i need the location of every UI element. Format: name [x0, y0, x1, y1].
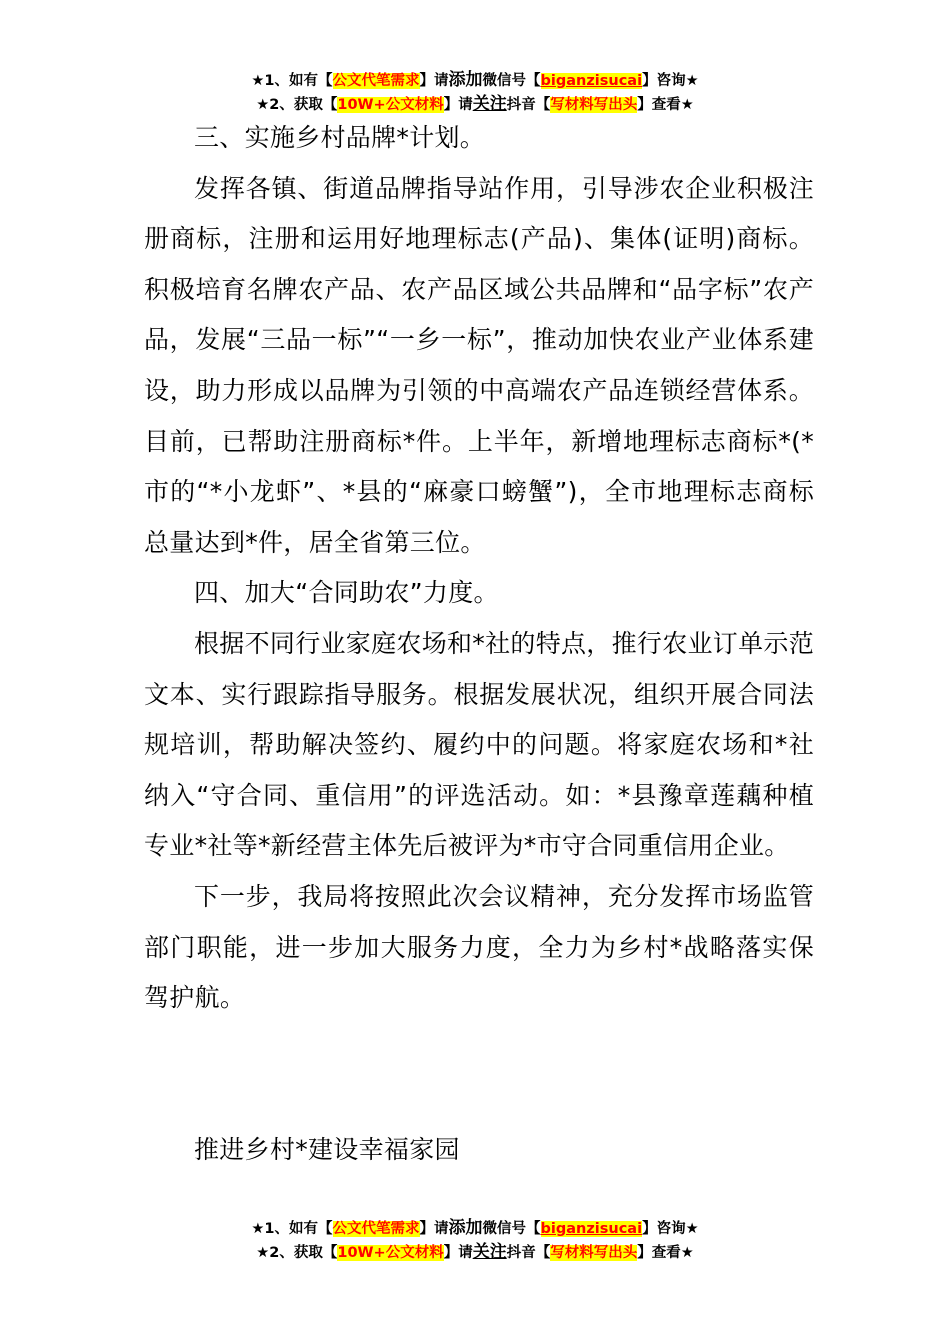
blank-space [144, 1024, 814, 1125]
paragraph: 发挥各镇、街道品牌指导站作用，引导涉农企业积极注册商标，注册和运用好地理标志(产品)、集体(证明)商标。积极培育名牌农产品、农产品区域公共品牌和“品字标”农产品，发展“三品一标”“一乡一标”，推动加快农业产业体系建设，助力形成以品牌为引领的中高端农产品连锁经营体系。目前，已帮助注册商标*件。上半年，新增地理标志商标*(*市的“*小龙虾”、*县的“麻豪口螃蟹”)，全市地理标志商标总量达到*件，居全省第三位。 [144, 173, 814, 557]
banner-line-2: ★2、获取【10W+公文材料】请关注抖音【写材料写出头】查看★ [256, 1242, 694, 1262]
paragraph: 根据不同行业家庭农场和*社的特点，推行农业订单示范文本、实行跟踪指导服务。根据发展状况，组织开展合同法规培训，帮助解决签约、履约中的问题。将家庭农场和*社纳入“守合同、重信用”的评选活动。如：*县豫章莲藕种植专业*社等*新经营主体先后被评为*市守合同重信用企业。 [144, 628, 815, 861]
section-heading: 四、加大“合同助农”力度。 [194, 578, 499, 608]
highlight-service: 公文代笔需求 [332, 1221, 420, 1237]
next-article-title: 推进乡村*建设幸福家园 [194, 1134, 460, 1164]
highlight-service: 公文代笔需求 [332, 73, 420, 89]
document-body [144, 113, 814, 1175]
header-banner [0, 69, 950, 117]
highlight-materials: 10W+公文材料 [337, 1245, 444, 1261]
paragraph: 下一步，我局将按照此次会议精神，充分发挥市场监管部门职能，进一步加大服务力度，全力为乡村*战略落实保驾护航。 [144, 881, 814, 1013]
wechat-id: biganzisucai [540, 1221, 643, 1237]
banner-line-1: ★1、如有【公文代笔需求】请添加微信号【biganzisucai】咨询★ [251, 1218, 699, 1238]
banner-line-2: ★2、获取【10W+公文材料】请关注抖音【写材料写出头】查看★ [256, 94, 694, 114]
douyin-account: 写材料写出头 [550, 97, 638, 113]
footer-banner [0, 1217, 950, 1265]
douyin-account: 写材料写出头 [550, 1245, 638, 1261]
section-heading: 三、实施乡村品牌*计划。 [194, 123, 486, 152]
highlight-materials: 10W+公文材料 [337, 97, 444, 113]
wechat-id: biganzisucai [540, 73, 643, 89]
banner-line-1: ★1、如有【公文代笔需求】请添加微信号【biganzisucai】咨询★ [251, 70, 699, 90]
